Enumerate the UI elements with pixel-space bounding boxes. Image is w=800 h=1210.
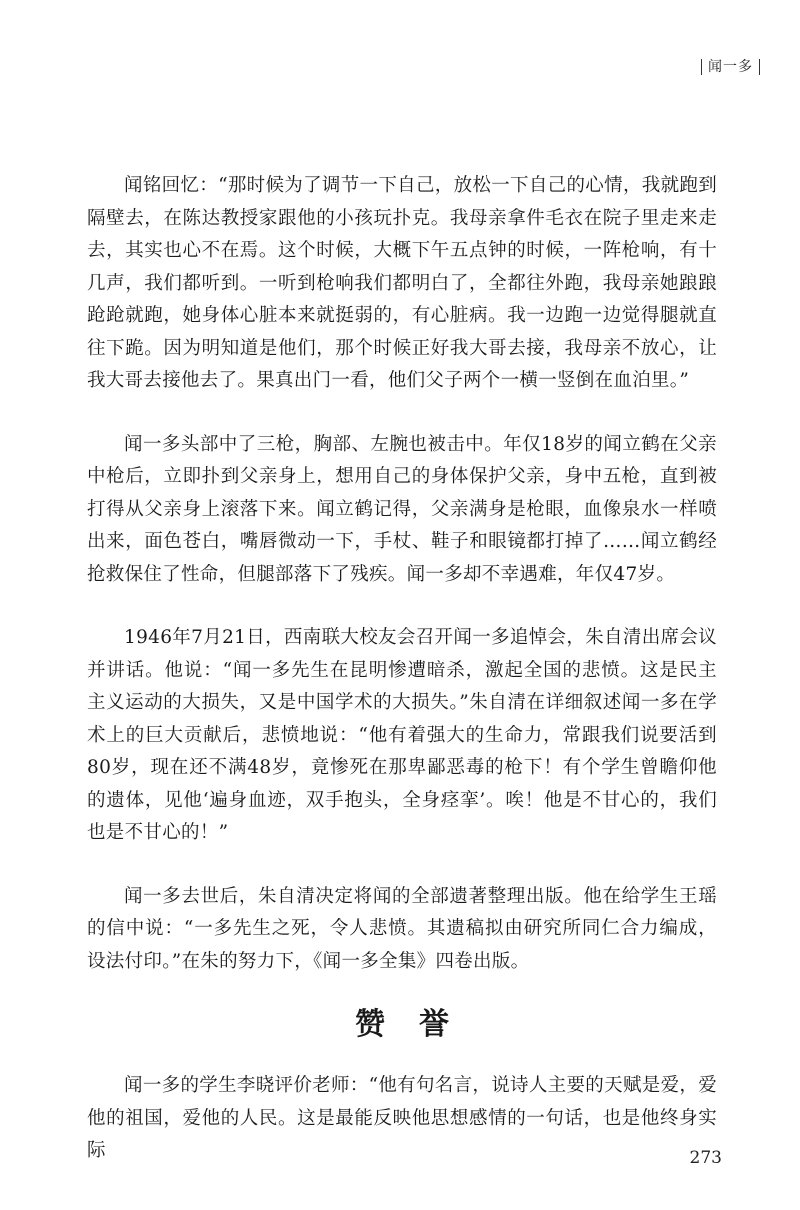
paragraph-memorial: 1946年7月21日，西南联大校友会召开闻一多追悼会，朱自清出席会议并讲话。他说：“闻一多先生在昆明惨遭暗杀，激起全国的悲愤。这是民主主义运动的大损失，又是中国学术的大损失。”朱自清在详细叙述闻一多在学术上的巨大贡献后，悲愤地说：“他有着强大的生命力，常跟我们说要活到80岁，现在还不满48岁，竟惨死在那卑鄙恶毒的枪下！有个学生曾瞻仰他的遗体，见他‘遍身血迹，双手抱头，全身痉挛’。唉！他是不甘心的，我们也是不甘心的！”	[87, 627, 717, 843]
section-heading: 赞誉	[355, 1007, 483, 1042]
page-number: 273	[689, 1148, 722, 1168]
running-header	[695, 56, 766, 76]
paragraph-collected-works: 闻一多去世后，朱自清决定将闻的全部遗著整理出版。他在给学生王瑶的信中说：“一多先生之死，令人悲愤。其遗稿拟由研究所同仁合力编成，设法付印。”在朱的努力下，《闻一多全集》四卷出版。	[87, 885, 717, 972]
running-title: 闻一多	[708, 59, 753, 75]
header-divider-left	[701, 59, 702, 75]
header-divider-right	[759, 59, 760, 75]
paragraph-praise: 闻一多的学生李晓评价老师：“他有句名言，说诗人主要的天赋是爱，爱他的祖国，爱他的人民。这是最能反映他思想感情的一句话，也是他终身实际	[87, 1075, 717, 1161]
paragraph-injuries: 闻一多头部中了三枪，胸部、左腕也被击中。年仅18岁的闻立鹤在父亲中枪后，立即扑到父亲身上，想用自己的身体保护父亲，身中五枪，直到被打得从父亲身上滚落下来。闻立鹤记得，父亲满身是枪眼，血像泉水一样喷出来，面色苍白，嘴唇微动一下，手杖、鞋子和眼镜都打掉了……闻立鹤经抢救保住了性命，但腿部落下了残疾。闻一多却不幸遇难，年仅47岁。	[87, 433, 717, 585]
page-body	[87, 170, 717, 1168]
paragraph-recollection: 闻铭回忆：“那时候为了调节一下自己，放松一下自己的心情，我就跑到隔壁去，在陈达教授家跟他的小孩玩扑克。我母亲拿件毛衣在院子里走来走去，其实也心不在焉。这个时候，大概下午五点钟的时候，一阵枪响，有十几声，我们都听到。一听到枪响我们都明白了，全都往外跑，我母亲她踉踉跄跄就跑，她身体心脏本来就挺弱的，有心脏病。我一边跑一边觉得腿就直往下跪。因为明知道是他们，那个时候正好我大哥去接，我母亲不放心，让我大哥去接他去了。果真出门一看，他们父子两个一横一竖倒在血泊里。”	[87, 175, 717, 391]
